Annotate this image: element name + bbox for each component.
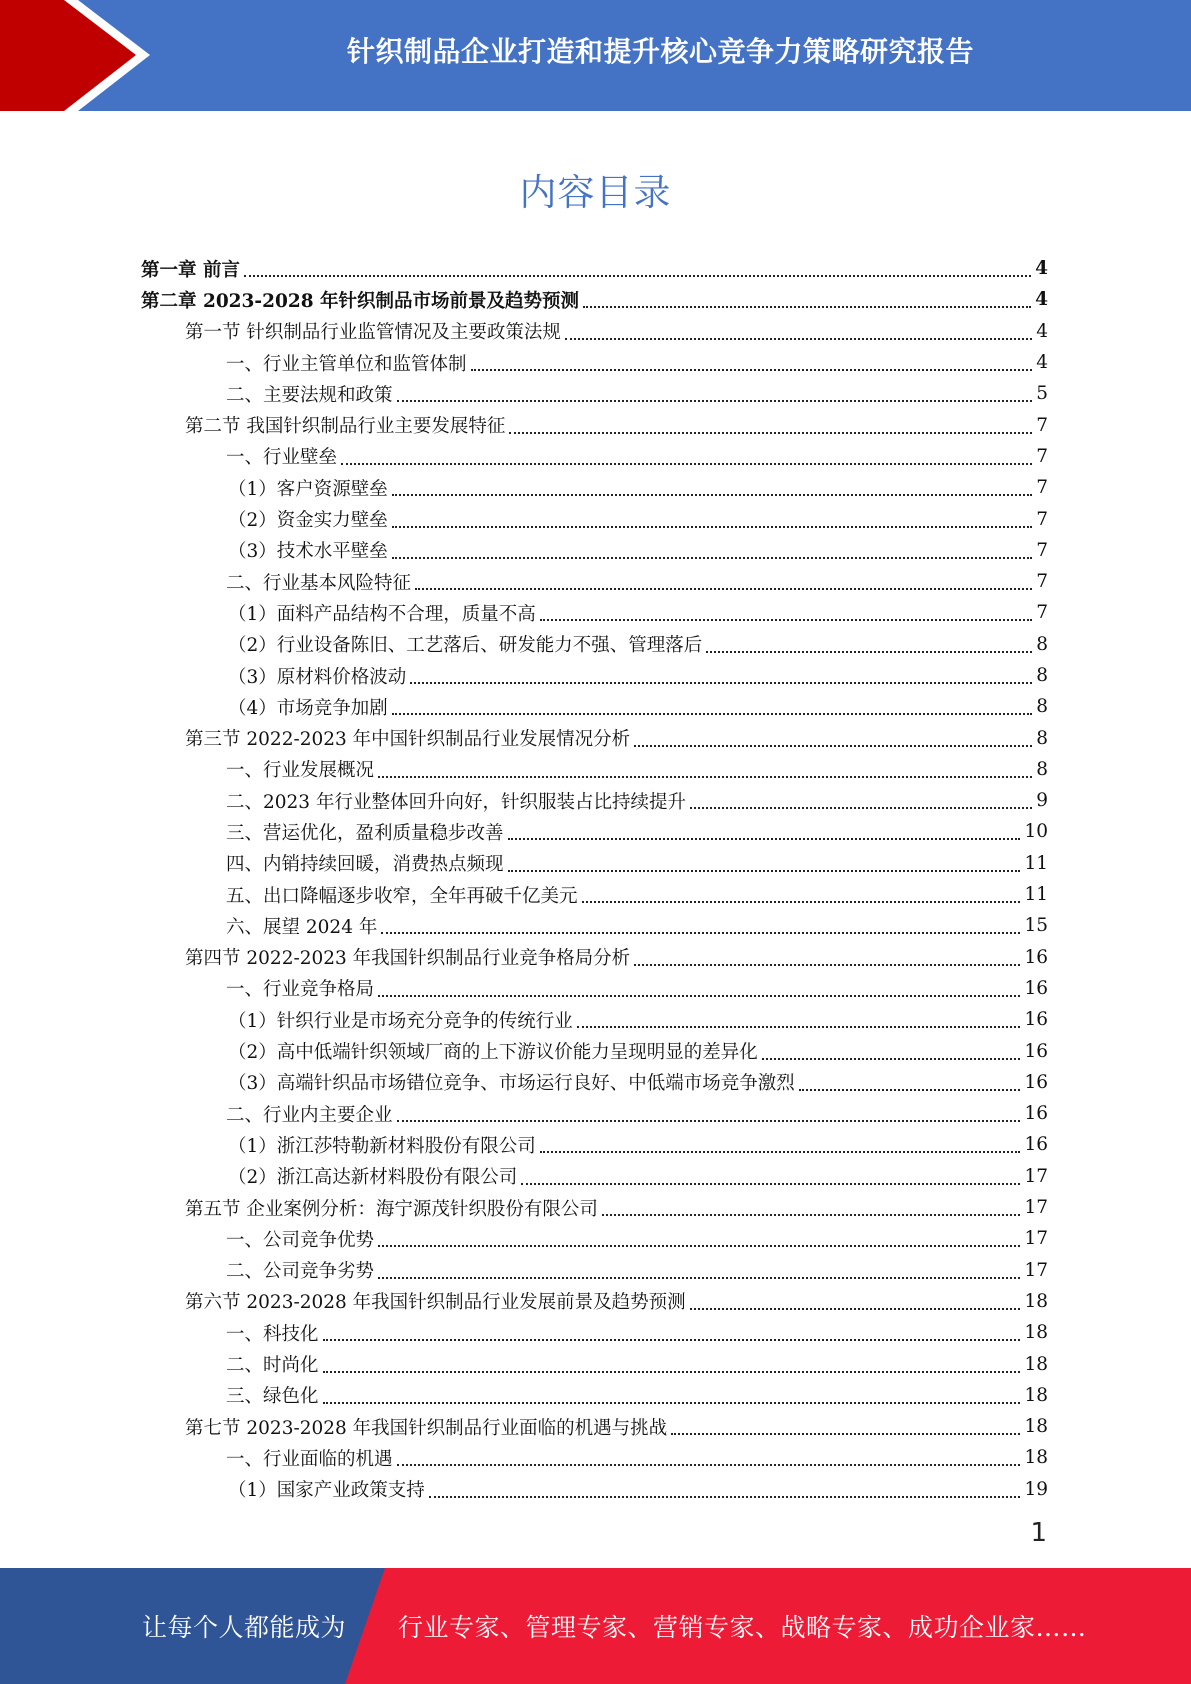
- toc-entry-page: 9: [1036, 790, 1048, 812]
- toc-entry-label: 二、行业内主要企业: [226, 1104, 393, 1126]
- toc-entry-label: 第一章 前言: [141, 259, 240, 281]
- toc-entry[interactable]: [141, 942, 1048, 973]
- toc-entry-page: 7: [1036, 414, 1048, 436]
- toc-entry-label: 第二节 我国针织制品行业主要发展特征: [185, 416, 506, 438]
- toc-entry-page: 8: [1036, 665, 1048, 686]
- toc-entry-page: 17: [1024, 1165, 1048, 1187]
- toc-leader-dots: [799, 1088, 1021, 1091]
- toc-entry[interactable]: [141, 1255, 1048, 1286]
- toc-leader-dots: [392, 712, 1032, 715]
- table-of-contents: [141, 253, 1048, 1505]
- toc-entry-page: 16: [1024, 1134, 1048, 1156]
- toc-leader-dots: [690, 806, 1032, 809]
- toc-entry-label: 二、主要法规和政策: [226, 384, 393, 406]
- toc-entry[interactable]: [141, 1161, 1048, 1192]
- toc-entry[interactable]: [141, 1348, 1048, 1379]
- toc-entry[interactable]: [141, 754, 1048, 785]
- toc-entry-page: 16: [1024, 1009, 1048, 1031]
- toc-leader-dots: [583, 305, 1031, 308]
- toc-entry-label: 第四节 2022-2023 年我国针织制品行业竞争格局分析: [185, 948, 631, 970]
- toc-entry-page: 7: [1036, 477, 1048, 499]
- toc-leader-dots: [378, 1244, 1020, 1247]
- toc-entry-label: 第五节 企业案例分析：海宁源茂针织股份有限公司: [185, 1198, 598, 1220]
- toc-leader-dots: [381, 931, 1020, 934]
- toc-leader-dots: [509, 431, 1032, 434]
- toc-leader-dots: [341, 462, 1032, 465]
- toc-entry[interactable]: [141, 597, 1048, 628]
- toc-entry-label: 第二章 2023-2028 年针织制品市场前景及趋势预测: [141, 290, 580, 312]
- toc-entry-page: 8: [1036, 758, 1048, 780]
- toc-entry-page: 18: [1024, 1322, 1048, 1344]
- toc-entry-label: （1）客户资源壁垒: [228, 478, 388, 500]
- toc-entry-label: 五、出口降幅逐步收窄，全年再破千亿美元: [226, 885, 578, 907]
- footer-slogan-left: 让每个人都能成为: [142, 1613, 347, 1642]
- toc-entry[interactable]: [141, 1380, 1048, 1411]
- toc-entry[interactable]: [141, 973, 1048, 1004]
- toc-entry[interactable]: [141, 535, 1048, 566]
- toc-leader-dots: [634, 963, 1020, 966]
- toc-leader-dots: [410, 681, 1032, 684]
- toc-leader-dots: [323, 1338, 1021, 1341]
- toc-leader-dots: [323, 1401, 1021, 1404]
- report-title: 针织制品企业打造和提升核心竞争力策略研究报告: [346, 35, 974, 68]
- toc-entry-page: 7: [1036, 571, 1048, 593]
- toc-entry-label: 三、绿色化: [226, 1386, 319, 1408]
- toc-entry[interactable]: [141, 629, 1048, 660]
- toc-entry[interactable]: [141, 1442, 1048, 1473]
- toc-entry[interactable]: [141, 1223, 1048, 1254]
- toc-leader-dots: [540, 618, 1032, 621]
- toc-entry[interactable]: [141, 1067, 1048, 1098]
- toc-entry-page: 16: [1024, 1071, 1048, 1093]
- toc-entry[interactable]: [141, 1317, 1048, 1348]
- toc-leader-dots: [577, 1025, 1021, 1028]
- toc-entry-page: 7: [1036, 445, 1048, 467]
- toc-leader-dots: [690, 1307, 1021, 1310]
- toc-entry-label: （2）资金实力壁垒: [228, 510, 388, 532]
- toc-entry[interactable]: [141, 910, 1048, 941]
- toc-entry[interactable]: [141, 503, 1048, 534]
- toc-leader-dots: [508, 869, 1021, 872]
- toc-entry-label: 二、公司竞争劣势: [226, 1261, 375, 1283]
- toc-entry-label: （2）浙江高达新材料股份有限公司: [228, 1167, 518, 1189]
- toc-entry-page: 19: [1024, 1478, 1048, 1500]
- toc-entry[interactable]: [141, 378, 1048, 409]
- toc-entry-page: 10: [1024, 821, 1048, 843]
- toc-entry-page: 7: [1036, 508, 1048, 530]
- page-number: 1: [1030, 1518, 1047, 1548]
- toc-entry-label: 六、展望 2024 年: [226, 916, 378, 938]
- toc-entry[interactable]: [141, 1004, 1048, 1035]
- toc-entry[interactable]: [141, 347, 1048, 378]
- toc-entry[interactable]: [141, 1286, 1048, 1317]
- toc-entry-label: 一、行业面临的机遇: [226, 1448, 393, 1470]
- toc-entry[interactable]: [141, 1129, 1048, 1160]
- toc-entry-label: 四、内销持续回暖，消费热点频现: [226, 854, 504, 876]
- toc-entry[interactable]: [141, 284, 1048, 315]
- toc-entry-label: 二、行业基本风险特征: [226, 572, 412, 594]
- toc-entry-page: 18: [1024, 1290, 1048, 1312]
- toc-entry-page: 16: [1024, 977, 1048, 999]
- toc-entry-label: （3）技术水平壁垒: [228, 541, 388, 563]
- toc-entry[interactable]: [141, 441, 1048, 472]
- toc-leader-dots: [671, 1432, 1020, 1435]
- toc-entry-page: 4: [1036, 320, 1048, 342]
- toc-entry-label: 一、科技化: [226, 1323, 319, 1345]
- toc-entry[interactable]: [141, 1411, 1048, 1442]
- toc-entry-page: 11: [1024, 852, 1048, 874]
- toc-leader-dots: [397, 1463, 1021, 1466]
- toc-leader-dots: [582, 900, 1021, 903]
- toc-entry-label: （2）高中低端针织领域厂商的上下游议价能力呈现明显的差异化: [228, 1042, 758, 1064]
- toc-entry-label: 一、行业发展概况: [226, 760, 375, 782]
- toc-entry-label: （3）高端针织品市场错位竞争、市场运行良好、中低端市场竞争激烈: [228, 1073, 795, 1095]
- toc-entry-label: 一、行业竞争格局: [226, 979, 375, 1001]
- toc-leader-dots: [244, 274, 1031, 277]
- header-arrow-icon: [0, 0, 160, 111]
- toc-leader-dots: [471, 368, 1033, 371]
- toc-leader-dots: [397, 399, 1033, 402]
- footer-band: [0, 1568, 1191, 1684]
- toc-entry[interactable]: [141, 879, 1048, 910]
- toc-leader-dots: [378, 994, 1020, 997]
- toc-entry-page: 5: [1036, 383, 1048, 405]
- toc-title: 内容目录: [519, 171, 672, 214]
- toc-entry-label: （1）面料产品结构不合理，质量不高: [228, 603, 536, 625]
- toc-entry-page: 8: [1036, 633, 1048, 655]
- toc-entry[interactable]: [141, 785, 1048, 816]
- toc-leader-dots: [378, 1276, 1020, 1279]
- toc-entry-label: （3）原材料价格波动: [228, 666, 407, 688]
- toc-entry-page: 17: [1024, 1197, 1048, 1219]
- toc-entry-page: 16: [1024, 1040, 1048, 1062]
- toc-entry-page: 18: [1024, 1416, 1048, 1438]
- toc-entry-label: 第六节 2023-2028 年我国针织制品行业发展前景及趋势预测: [185, 1292, 686, 1314]
- toc-entry[interactable]: [141, 472, 1048, 503]
- toc-leader-dots: [415, 587, 1032, 590]
- toc-entry-label: 一、行业壁垒: [226, 447, 338, 469]
- toc-entry-label: 一、公司竞争优势: [226, 1229, 375, 1251]
- toc-leader-dots: [392, 493, 1032, 496]
- toc-entry[interactable]: [141, 722, 1048, 753]
- toc-entry[interactable]: [141, 660, 1048, 691]
- toc-entry-page: 4: [1036, 352, 1048, 374]
- toc-entry-label: 三、营运优化，盈利质量稳步改善: [226, 822, 504, 844]
- toc-entry-label: （1）针织行业是市场充分竞争的传统行业: [228, 1010, 573, 1032]
- toc-leader-dots: [602, 1213, 1021, 1216]
- toc-leader-dots: [521, 1182, 1020, 1185]
- toc-entry-page: 4: [1035, 289, 1048, 311]
- toc-entry-page: 16: [1024, 946, 1048, 968]
- toc-leader-dots: [540, 1150, 1021, 1153]
- toc-entry[interactable]: [141, 566, 1048, 597]
- toc-leader-dots: [323, 1370, 1021, 1373]
- toc-entry[interactable]: [141, 1035, 1048, 1066]
- toc-entry-label: 二、2023 年行业整体回升向好，针织服装占比持续提升: [226, 791, 686, 813]
- toc-entry-label: 二、时尚化: [226, 1355, 319, 1377]
- toc-entry[interactable]: [141, 409, 1048, 440]
- toc-entry-page: 7: [1036, 602, 1048, 624]
- toc-leader-dots: [508, 837, 1021, 840]
- toc-entry-page: 18: [1024, 1353, 1048, 1375]
- toc-leader-dots: [429, 1495, 1021, 1498]
- toc-entry-page: 16: [1024, 1103, 1048, 1125]
- toc-entry-page: 11: [1024, 884, 1048, 906]
- toc-entry-label: （1）浙江莎特勒新材料股份有限公司: [228, 1135, 536, 1157]
- toc-entry-page: 18: [1024, 1384, 1048, 1406]
- toc-entry[interactable]: [141, 1474, 1048, 1505]
- toc-entry[interactable]: [141, 1192, 1048, 1223]
- toc-leader-dots: [397, 1119, 1021, 1122]
- toc-entry-page: 17: [1024, 1228, 1048, 1250]
- toc-leader-dots: [565, 337, 1032, 340]
- toc-entry-page: 4: [1035, 258, 1048, 280]
- toc-entry[interactable]: [141, 253, 1048, 284]
- toc-entry-page: 7: [1036, 539, 1048, 561]
- toc-leader-dots: [392, 525, 1032, 528]
- toc-entry-label: 一、行业主管单位和监管体制: [226, 353, 467, 375]
- toc-entry[interactable]: [141, 316, 1048, 347]
- header-band: [0, 0, 1191, 111]
- toc-leader-dots: [762, 1057, 1021, 1060]
- toc-entry[interactable]: [141, 816, 1048, 847]
- toc-entry-page: 8: [1036, 727, 1048, 749]
- toc-entry-label: 第七节 2023-2028 年我国针织制品行业面临的机遇与挑战: [185, 1417, 668, 1439]
- toc-entry-label: 第三节 2022-2023 年中国针织制品行业发展情况分析: [185, 729, 631, 751]
- toc-entry-page: 15: [1024, 915, 1048, 937]
- toc-entry-page: 17: [1024, 1259, 1048, 1281]
- toc-entry-label: （2）行业设备陈旧、工艺落后、研发能力不强、管理落后: [228, 635, 703, 657]
- toc-entry-label: （1）国家产业政策支持: [228, 1480, 425, 1502]
- toc-entry[interactable]: [141, 1098, 1048, 1129]
- toc-entry[interactable]: [141, 848, 1048, 879]
- toc-entry-label: 第一节 针织制品行业监管情况及主要政策法规: [185, 322, 561, 344]
- toc-leader-dots: [378, 775, 1032, 778]
- toc-entry-page: 8: [1036, 696, 1048, 718]
- footer-slogan-right: 行业专家、管理专家、营销专家、战略专家、成功企业家……: [398, 1613, 1087, 1642]
- toc-entry-label: （4）市场竞争加剧: [228, 697, 388, 719]
- toc-leader-dots: [634, 744, 1032, 747]
- toc-entry-page: 18: [1024, 1447, 1048, 1469]
- toc-leader-dots: [392, 556, 1032, 559]
- toc-leader-dots: [706, 650, 1032, 653]
- toc-entry[interactable]: [141, 691, 1048, 722]
